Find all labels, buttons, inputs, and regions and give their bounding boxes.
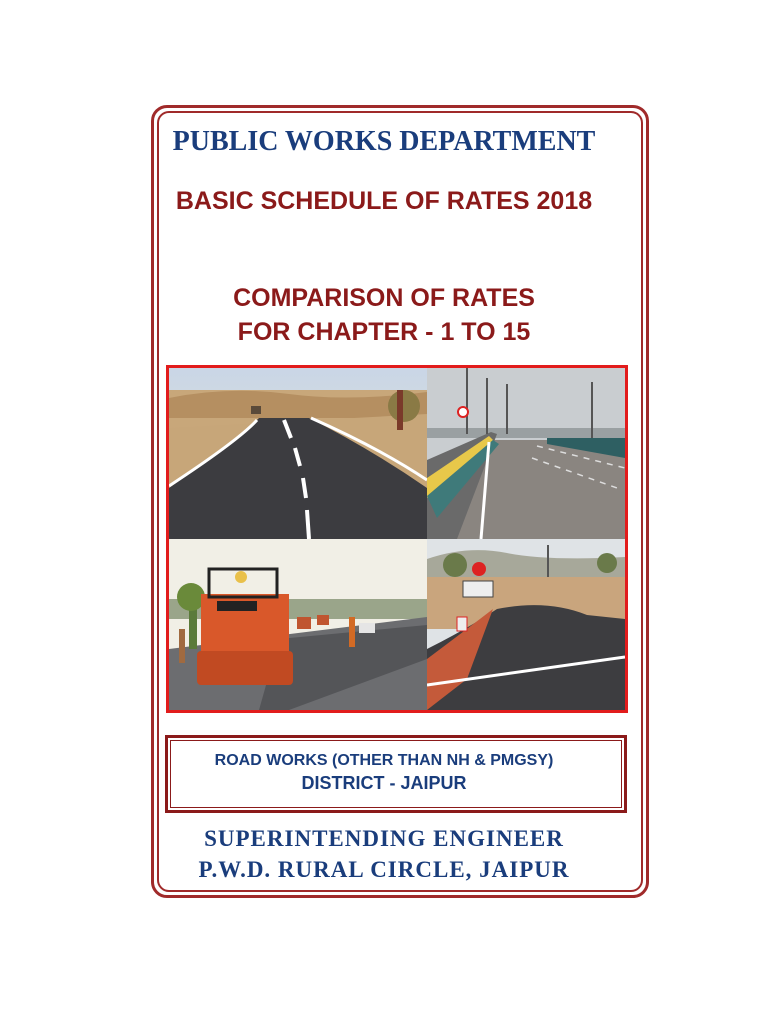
photo-collage (166, 365, 628, 713)
comparison-title-line2: FOR CHAPTER - 1 TO 15 (237, 318, 531, 346)
road-curve-photo (169, 368, 427, 539)
department-title: PUBLIC WORKS DEPARTMENT (172, 126, 596, 157)
office-circle: P.W.D. RURAL CIRCLE, JAIPUR (198, 857, 570, 882)
road-roller-photo (169, 539, 427, 710)
comparison-title-line1: COMPARISON OF RATES (233, 284, 535, 312)
road-junction-photo (427, 539, 625, 710)
works-scope: ROAD WORKS (OTHER THAN NH & PMGSY) (214, 752, 554, 769)
district-name: DISTRICT - JAIPUR (301, 773, 467, 793)
schedule-title: BASIC SCHEDULE OF RATES 2018 (175, 187, 593, 215)
bridge-road-photo (427, 368, 625, 539)
office-title: SUPERINTENDING ENGINEER (204, 826, 564, 851)
